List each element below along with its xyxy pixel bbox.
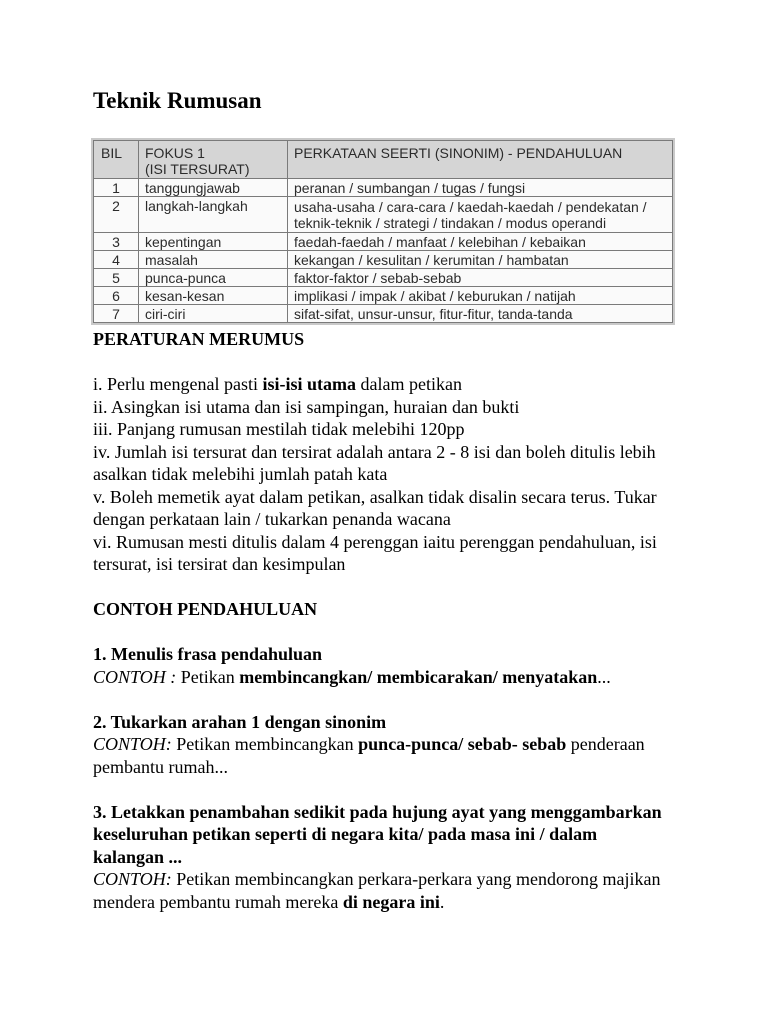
row-fokus: punca-punca xyxy=(139,269,288,287)
rule-item: iv. Jumlah isi tersurat dan tersirat adalah antara 2 - 8 isi dan boleh ditulis lebih asalkan tidak melebihi jumlah patah kata xyxy=(93,441,656,484)
page-title: Teknik Rumusan xyxy=(93,88,262,113)
row-sinonim-line: faktor-faktor / sebab-sebab xyxy=(294,269,462,286)
rule-item-emphasis: isi-isi utama xyxy=(262,374,356,394)
example-label: CONTOH : xyxy=(93,666,177,687)
rule-item: iii. Panjang rumusan mestilah tidak melebihi 120pp xyxy=(93,419,465,439)
step-example xyxy=(93,666,668,689)
example-text: Petikan membincangkan perkara-perkara yang mendorong majikan mendera pembantu rumah mereka xyxy=(93,869,661,912)
example-text: ... xyxy=(597,666,611,687)
header-sinonim: PERKATAAN SEERTI (SINONIM) - PENDAHULUAN xyxy=(288,141,673,179)
synonym-table xyxy=(93,140,673,323)
row-sinonim xyxy=(288,197,673,233)
example-text: penderaan pembantu rumah... xyxy=(93,734,645,777)
table-row xyxy=(94,251,673,269)
header-fokus-line2: (ISI TERSURAT) xyxy=(145,161,250,177)
rule-item xyxy=(93,373,668,396)
table-row xyxy=(94,305,673,323)
step-example xyxy=(93,868,668,913)
example-label: CONTOH: xyxy=(93,734,172,754)
document-body xyxy=(93,328,668,913)
row-number: 1 xyxy=(94,179,139,197)
header-fokus-line1: FOKUS 1 xyxy=(145,145,205,161)
row-sinonim-line: kekangan / kesulitan / kerumitan / hambatan xyxy=(294,251,569,268)
row-number: 7 xyxy=(94,305,139,323)
row-number: 6 xyxy=(94,287,139,305)
row-sinonim xyxy=(288,287,673,305)
row-sinonim xyxy=(288,233,673,251)
example-emphasis: punca-punca/ sebab- sebab xyxy=(358,734,567,754)
row-sinonim-line: usaha-usaha / cara-cara / kaedah-kaedah / pendekatan / xyxy=(294,198,647,215)
row-sinonim-line: implikasi / impak / akibat / keburukan / natijah xyxy=(294,287,576,304)
rule-item-text: i. Perlu mengenal pasti xyxy=(93,374,263,394)
table-row xyxy=(94,179,673,197)
header-bil: BIL xyxy=(94,141,139,179)
row-sinonim-line: teknik-teknik / strategi / tindakan / modus operandi xyxy=(294,214,607,231)
step-title: 2. Tukarkan arahan 1 dengan sinonim xyxy=(93,711,387,732)
row-fokus: tanggungjawab xyxy=(139,179,288,197)
row-sinonim-line: peranan / sumbangan / tugas / fungsi xyxy=(294,179,526,196)
rules-heading: PERATURAN MERUMUS xyxy=(93,329,305,349)
header-fokus xyxy=(139,141,288,179)
example-text: Petikan membincangkan xyxy=(171,734,359,754)
row-fokus: ciri-ciri xyxy=(139,305,288,323)
table-row xyxy=(94,197,673,233)
row-sinonim-line: faedah-faedah / manfaat / kelebihan / kebaikan xyxy=(294,233,586,250)
step-title: 3. Letakkan penambahan sedikit pada hujung ayat yang menggambarkan keseluruhan petikan seperti di negara kita/ pada masa ini / dalam kalangan ... xyxy=(93,801,662,867)
row-number: 2 xyxy=(94,197,139,233)
rules-list xyxy=(93,373,668,576)
example-label: CONTOH: xyxy=(93,869,172,889)
example-emphasis: membincangkan/ membicarakan/ menyatakan xyxy=(239,666,598,687)
table-row xyxy=(94,287,673,305)
step-example xyxy=(93,733,668,778)
table-row xyxy=(94,269,673,287)
row-number: 5 xyxy=(94,269,139,287)
table-row xyxy=(94,233,673,251)
row-number: 4 xyxy=(94,251,139,269)
rule-item: v. Boleh memetik ayat dalam petikan, asalkan tidak disalin secara terus. Tukar dengan perkataan lain / tukarkan penanda wacana xyxy=(93,486,657,529)
row-sinonim xyxy=(288,251,673,269)
row-sinonim xyxy=(288,269,673,287)
examples-heading: CONTOH PENDAHULUAN xyxy=(93,599,318,619)
row-fokus: langkah-langkah xyxy=(139,197,288,233)
row-number: 3 xyxy=(94,233,139,251)
row-sinonim xyxy=(288,179,673,197)
step-title: 1. Menulis frasa pendahuluan xyxy=(93,644,323,664)
row-fokus: kesan-kesan xyxy=(139,287,288,305)
example-text: . xyxy=(439,891,445,912)
example-text: Petikan xyxy=(176,666,240,687)
rule-item: vi. Rumusan mesti ditulis dalam 4 perenggan iaitu perenggan pendahuluan, isi tersurat, isi tersirat dan kesimpulan xyxy=(93,531,657,574)
row-sinonim xyxy=(288,305,673,323)
row-sinonim-line: sifat-sifat, unsur-unsur, fitur-fitur, tanda-tanda xyxy=(294,305,573,322)
row-fokus: kepentingan xyxy=(139,233,288,251)
example-emphasis: di negara ini xyxy=(342,891,440,912)
row-fokus: masalah xyxy=(139,251,288,269)
rule-item-text: dalam petikan xyxy=(355,374,462,394)
rule-item: ii. Asingkan isi utama dan isi sampingan, huraian dan bukti xyxy=(93,396,520,417)
table-header-row xyxy=(94,141,673,179)
